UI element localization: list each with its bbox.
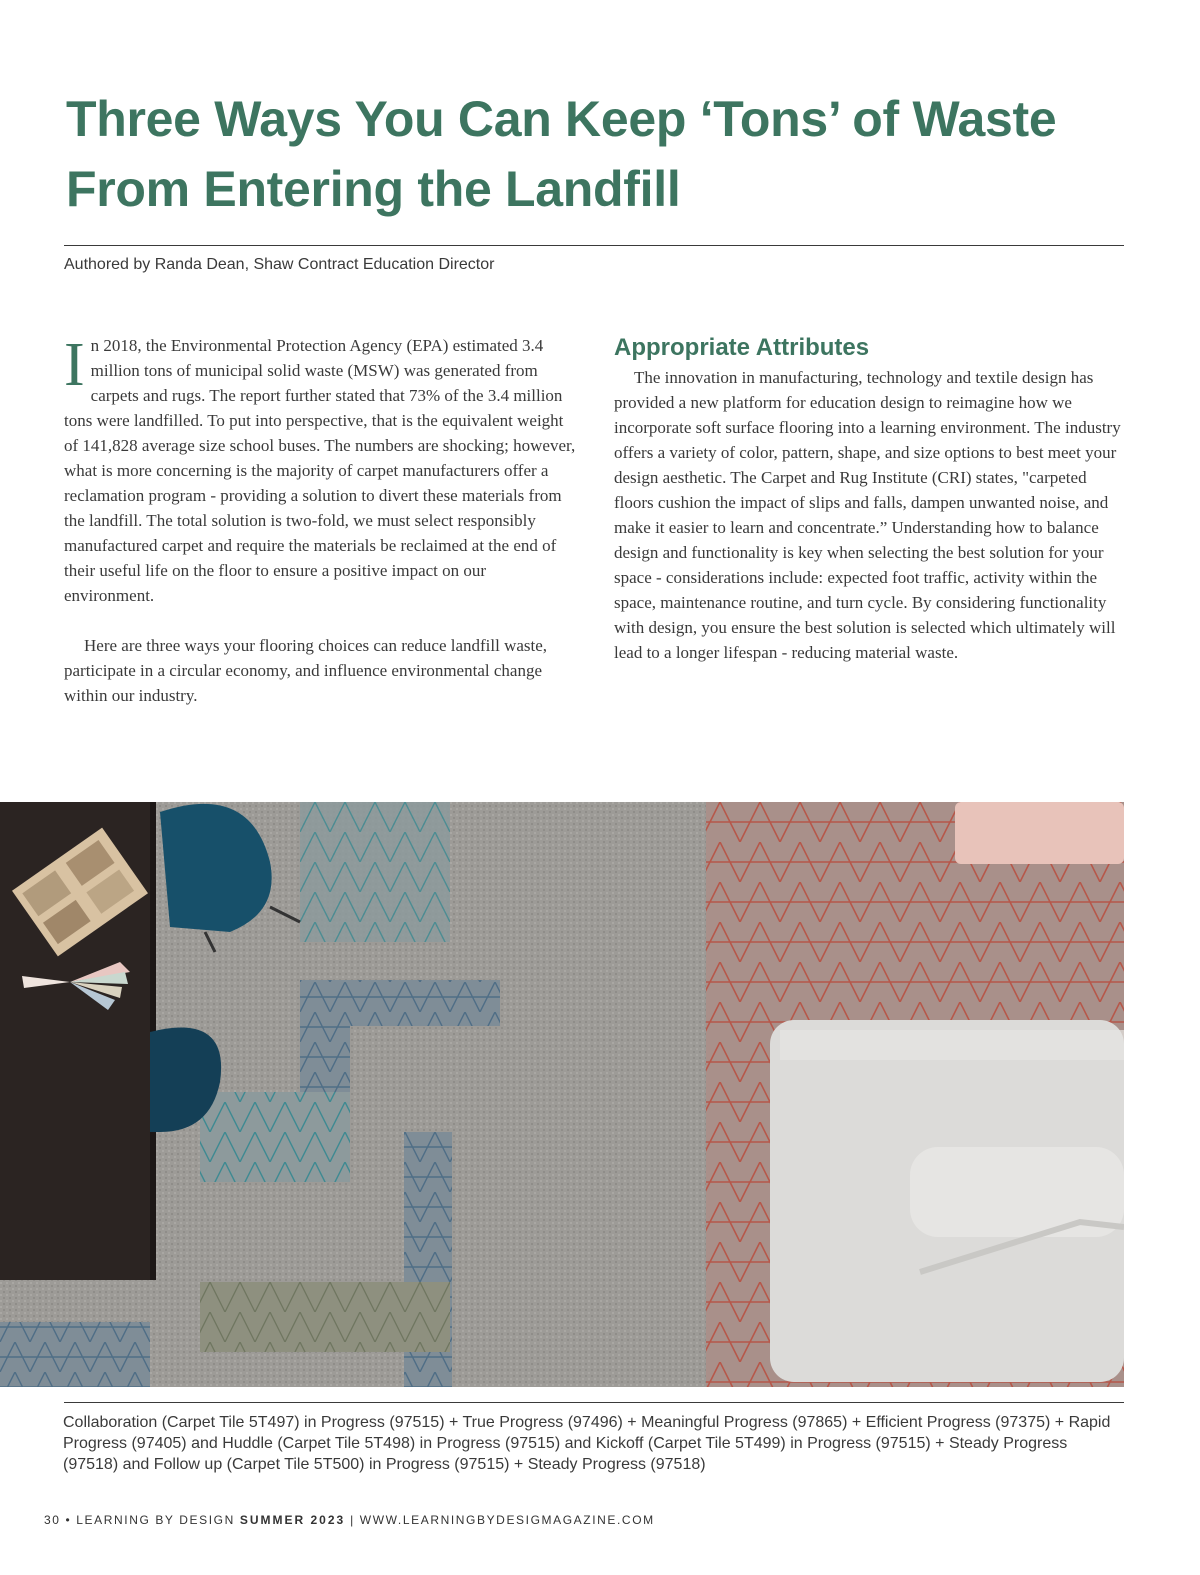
- intro-paragraph: [64, 333, 576, 608]
- magazine-name: LEARNING BY DESIGN: [76, 1513, 235, 1527]
- title-divider: [64, 245, 1124, 246]
- attributes-paragraph: The innovation in manufacturing, technology and textile design has provided a new platform for education design to reimagine how we incorporate soft surface flooring into a learning environment. The industry offers a variety of color, pattern, shape, and size options to best meet your design aesthetic. The Carpet and Rug Institute (CRI) states, "carpeted floors cushion the impact of slips and falls, dampen unwanted noise, and make it easier to learn and concentrate.” Understanding how to balance design and functionality is key when selecting the best solution for your space - considerations include: expected foot traffic, activity within the space, maintenance routine, and turn cycle. By considering functionality with design, you ensure the best solution is selected which ultimately will lead to a longer lifespan - reducing material waste.: [614, 368, 1121, 662]
- right-column: [614, 333, 1126, 665]
- footer-separator: |: [350, 1513, 355, 1527]
- photo-caption: Collaboration (Carpet Tile 5T497) in Progress (97515) + True Progress (97496) + Meaningful Progress (97865) + Efficient Progress (97375) + Rapid Progress (97405) and Huddle (Carpet Tile 5T498) in Progress (97515) and Kickoff (Carpet Tile 5T499) in Progress (97515) + Steady Progress (97518) and Follow up (Carpet Tile 5T500) in Progress (97515) + Steady Progress (97518): [63, 1414, 1111, 1473]
- left-column: [64, 333, 576, 708]
- article-title: Three Ways You Can Keep ‘Tons’ of Waste From Entering the Landfill: [66, 91, 1057, 217]
- caption-divider: [64, 1402, 1124, 1403]
- website-url: WWW.LEARNINGBYDESIGMAGAZINE.COM: [359, 1513, 655, 1527]
- byline: Authored by Randa Dean, Shaw Contract Education Director: [64, 256, 495, 273]
- carpet-photo: [0, 802, 1124, 1387]
- section-heading: Appropriate Attributes: [614, 334, 870, 361]
- page-footer: [44, 1513, 655, 1527]
- footer-bullet: •: [65, 1513, 72, 1527]
- page-number: 30: [44, 1513, 61, 1527]
- drop-cap: I: [64, 331, 85, 399]
- intro-text: n 2018, the Environmental Protection Agency (EPA) estimated 3.4 million tons of municipal solid waste (MSW) was generated from carpets and rugs. The report further stated that 73% of the 3.4 million tons were landfilled. To put into perspective, that is the equivalent weight of 141,828 average size school buses. The numbers are shocking; however, what is more concerning is the majority of carpet manufacturers offer a reclamation program - providing a solution to divert these materials from the landfill. The total solution is two-fold, we must select responsibly manufactured carpet and require the materials be reclaimed at the end of their useful life on the floor to ensure a positive impact on our environment.: [64, 336, 576, 605]
- ways-paragraph: Here are three ways your flooring choices can reduce landfill waste, participate in a circular economy, and influence environmental change within our industry.: [64, 636, 548, 705]
- issue-label: SUMMER 2023: [239, 1513, 346, 1527]
